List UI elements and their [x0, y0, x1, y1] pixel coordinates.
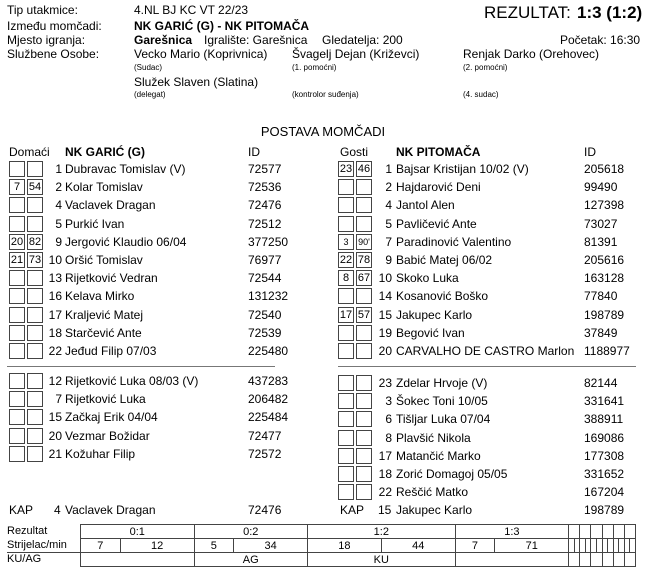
- event-minute-box: [338, 197, 354, 213]
- away-subs-divider: [338, 366, 636, 367]
- event-minute-box: [338, 325, 354, 341]
- player-name: Rijetković Luka: [65, 392, 146, 407]
- player-name: Hajdarović Deni: [396, 180, 481, 195]
- result-cell: 0:2: [194, 525, 308, 539]
- player-number: 17: [48, 307, 62, 322]
- event-minute-box: [9, 161, 25, 177]
- event-minute-box: [338, 484, 354, 500]
- player-id: 205616: [584, 253, 625, 267]
- grid-row-label-result: Rezultat: [7, 525, 48, 537]
- player-id: 331641: [584, 394, 625, 409]
- player-number: 20: [48, 428, 62, 443]
- lineup-title: POSTAVA MOMČADI: [260, 124, 386, 139]
- event-minute-box: [338, 393, 354, 409]
- player-name: Tišljar Luka 07/04: [396, 412, 491, 427]
- official-role: (2. pomoćni): [463, 63, 508, 72]
- event-minute-box: [9, 409, 25, 425]
- event-minute-box: [338, 466, 354, 482]
- player-number: 10: [378, 271, 392, 286]
- player-name: Paradinović Valentino: [396, 234, 512, 249]
- player-number: 12: [48, 374, 62, 388]
- grid-row-label-scorer: Strijelac/min: [7, 539, 67, 551]
- kuag-cell: [591, 553, 602, 567]
- grid-result-row: [81, 525, 636, 539]
- event-minute-box: 21: [10, 254, 24, 266]
- event-minute-box: [338, 288, 354, 304]
- player-id: 225484: [248, 410, 289, 425]
- official-name: Renjak Darko (Orehovec): [463, 47, 600, 61]
- event-minute-box: 7: [9, 179, 25, 195]
- event-minute-box: [9, 325, 25, 341]
- player-id: 72539: [248, 325, 282, 340]
- kuag-cell: AG: [194, 553, 308, 567]
- event-minute-box: [9, 428, 25, 444]
- event-minute-box: [338, 448, 354, 464]
- officials-label: Službene Osobe:: [7, 47, 100, 61]
- official-role: (4. sudac): [463, 90, 499, 99]
- event-minute-box: 67: [357, 272, 371, 285]
- event-minute-box: 20: [10, 235, 24, 248]
- scorer-cell: 5: [194, 539, 234, 553]
- player-id: 72536: [248, 180, 282, 195]
- event-minute-box: [338, 343, 354, 359]
- event-minute-box: 54: [28, 181, 42, 194]
- player-id: 72544: [248, 271, 282, 286]
- event-minute-box: 90': [356, 234, 372, 250]
- event-minute-box: [9, 446, 25, 462]
- player-number: 23: [378, 376, 392, 390]
- event-minute-box: 46: [357, 163, 371, 175]
- official-name: Služek Slaven (Slatina): [134, 75, 259, 89]
- player-id: 169086: [584, 430, 625, 445]
- result-cell: 1:3: [455, 525, 569, 539]
- player-name: Šokec Toni 10/05: [396, 394, 488, 409]
- player-name: Matančić Marko: [396, 448, 481, 463]
- player-number: 13: [48, 271, 62, 286]
- result-value: 1:3 (1:2): [577, 3, 643, 22]
- player-name: Začkaj Erik 04/04: [65, 410, 158, 425]
- kuag-cell: [602, 553, 613, 567]
- player-number: 9: [55, 234, 62, 249]
- player-number: 21: [48, 446, 62, 461]
- player-number: 3: [385, 394, 392, 409]
- player-id: 76977: [248, 253, 282, 267]
- player-name: Kosanović Boško: [396, 289, 489, 304]
- player-id: 437283: [248, 374, 289, 388]
- player-name: Jantol Alen: [396, 198, 455, 213]
- away-team-name: NK PITOMAČA: [396, 145, 481, 159]
- official-name: Vecko Mario (Koprivnica): [134, 47, 268, 61]
- teams-title: NK GARIĆ (G) - NK PITOMAČA: [134, 19, 310, 33]
- scorer-cell: 44: [381, 539, 455, 553]
- venue-value: Garešnica: [134, 33, 193, 47]
- official-role: (kontrolor suđenja): [292, 90, 359, 99]
- home-subs-divider: [7, 366, 275, 367]
- player-name: Plavšić Nikola: [396, 430, 471, 445]
- event-minute-box: 23: [339, 163, 353, 175]
- player-id: 177308: [584, 448, 625, 463]
- player-name: Bajsar Kristijan 10/02 (V): [396, 162, 529, 176]
- event-minute-box: [9, 307, 25, 323]
- result-cell: [591, 525, 602, 539]
- result-cell: [569, 525, 580, 539]
- scorer-cell: 34: [234, 539, 308, 553]
- away-captain-name: Jakupec Karlo: [396, 503, 473, 517]
- player-id: 73027: [584, 216, 618, 231]
- kuag-cell: [569, 553, 580, 567]
- player-id: 131232: [248, 289, 289, 304]
- player-name: Babić Matej 06/02: [396, 253, 493, 267]
- player-number: 4: [385, 198, 392, 213]
- player-number: 17: [378, 448, 392, 463]
- player-name: Begović Ivan: [396, 325, 465, 340]
- kickoff-time: Početak: 16:30: [560, 33, 641, 47]
- venue-label: Mjesto igranja:: [7, 33, 86, 47]
- player-id: 77840: [584, 289, 618, 304]
- event-minute-box: [9, 216, 25, 232]
- kuag-cell: KU: [308, 553, 456, 567]
- grid-row-label-kuag: KU/AG: [7, 553, 42, 565]
- player-id: 377250: [248, 234, 289, 249]
- away-id-header: ID: [584, 145, 596, 159]
- kuag-cell: [455, 553, 569, 567]
- player-name: Skoko Luka: [396, 271, 459, 286]
- player-id: 206482: [248, 392, 289, 407]
- player-name: Zdelar Hrvoje (V): [396, 376, 488, 390]
- event-minute-box: [9, 343, 25, 359]
- player-name: Oršić Tomislav: [65, 253, 143, 267]
- player-id: 72577: [248, 162, 282, 176]
- player-name: Jergović Klaudio 06/04: [65, 234, 187, 249]
- player-name: Kraljević Matej: [65, 307, 144, 322]
- event-minute-box: 78: [357, 254, 371, 266]
- home-captain-id: 72476: [248, 503, 282, 517]
- player-id: 99490: [584, 180, 618, 195]
- event-minute-box: [9, 391, 25, 407]
- player-id: 225480: [248, 344, 289, 358]
- match-type-value: 4.NL BJ KC VT 22/23: [134, 3, 249, 17]
- player-name: Vezmar Božidar: [65, 428, 150, 443]
- player-id: 81391: [584, 234, 618, 249]
- event-minute-box: [338, 179, 354, 195]
- player-number: 22: [48, 344, 62, 358]
- event-minute-box: [9, 197, 25, 213]
- player-number: 14: [378, 289, 392, 304]
- result-cell: 1:2: [308, 525, 456, 539]
- player-name: Kožuhar Filip: [65, 446, 136, 461]
- result-cell: [624, 525, 635, 539]
- player-number: 18: [48, 325, 62, 340]
- spectators-value: Gledatelja: 200: [322, 33, 403, 47]
- player-name: Kolar Tomislav: [65, 180, 143, 195]
- player-name: Pavličević Ante: [396, 216, 477, 231]
- event-minute-box: 82: [28, 235, 42, 248]
- event-minute-box: [338, 430, 354, 446]
- grid-kuag-row: [81, 553, 636, 567]
- event-minute-box: [9, 270, 25, 286]
- home-captain-label: KAP: [9, 503, 34, 517]
- player-name: Jeđud Filip 07/03: [65, 344, 157, 358]
- player-id: 72540: [248, 307, 282, 322]
- home-team-name: NK GARIĆ (G): [65, 145, 145, 159]
- result-cell: [613, 525, 624, 539]
- event-minute-box: 17: [339, 308, 353, 321]
- player-number: 6: [385, 412, 392, 427]
- match-type-label: Tip utakmice:: [7, 3, 78, 17]
- player-id: 37849: [584, 325, 618, 340]
- player-id: 72476: [248, 198, 282, 213]
- event-minute-box: 73: [28, 254, 42, 266]
- player-id: 72512: [248, 216, 282, 231]
- player-name: Rijetković Vedran: [65, 271, 158, 286]
- official-role: (1. pomoćni): [292, 63, 337, 72]
- event-minute-box: [338, 375, 354, 391]
- player-number: 10: [48, 253, 62, 267]
- player-number: 4: [55, 198, 62, 213]
- player-id: 1188977: [584, 344, 630, 358]
- player-name: Dubravac Tomislav (V): [65, 162, 186, 176]
- grid-label-divider: [7, 552, 81, 553]
- player-number: 2: [385, 180, 392, 195]
- home-captain-name: Vaclavek Dragan: [65, 503, 156, 517]
- result-cell: [602, 525, 613, 539]
- home-captain-number: 4: [54, 503, 61, 517]
- scorer-cell: 12: [120, 539, 194, 553]
- between-teams-label: Između momčadi:: [7, 19, 102, 33]
- player-id: 198789: [584, 307, 625, 322]
- player-name: Vaclavek Dragan: [65, 198, 156, 213]
- player-number: 16: [48, 289, 62, 304]
- player-name: Rijetković Luka 08/03 (V): [65, 374, 199, 388]
- kuag-cell: [624, 553, 635, 567]
- player-name: Starčević Ante: [65, 325, 142, 340]
- result-cell: [580, 525, 591, 539]
- event-minute-box: [9, 288, 25, 304]
- player-name: CARVALHO DE CASTRO Marlon: [396, 344, 575, 358]
- player-name: Kelava Mirko: [65, 289, 135, 304]
- player-id: 82144: [584, 376, 618, 390]
- score-grid: [80, 524, 636, 567]
- player-number: 2: [55, 180, 62, 195]
- player-id: 72572: [248, 446, 282, 461]
- scorer-cell: 7: [81, 539, 121, 553]
- kuag-cell: [81, 553, 195, 567]
- away-captain-label: KAP: [340, 503, 365, 517]
- result-label: REZULTAT:: [484, 3, 571, 22]
- event-minute-box: [338, 216, 354, 232]
- player-name: Zorić Domagoj 05/05: [396, 467, 508, 481]
- player-id: 388911: [584, 412, 624, 427]
- player-name: Jakupec Karlo: [396, 307, 473, 322]
- away-captain-id: 198789: [584, 503, 625, 517]
- player-number: 1: [55, 162, 62, 176]
- scorer-cell: [630, 539, 636, 553]
- player-id: 205618: [584, 162, 625, 176]
- player-number: 8: [385, 430, 392, 445]
- player-number: 15: [48, 410, 62, 425]
- official-role: (Sudac): [134, 63, 163, 72]
- home-id-header: ID: [248, 145, 260, 159]
- player-number: 20: [378, 344, 392, 358]
- player-number: 1: [385, 162, 392, 176]
- scorer-cell: 18: [308, 539, 382, 553]
- player-id: 163128: [584, 271, 625, 286]
- player-number: 5: [385, 216, 392, 231]
- event-minute-box: 3: [338, 234, 354, 250]
- player-name: Reščić Matko: [396, 485, 469, 500]
- official-name: Švagelj Dejan (Križevci): [292, 47, 420, 61]
- scorer-cell: 7: [455, 539, 495, 553]
- player-id: 127398: [584, 198, 625, 213]
- event-minute-box: [9, 373, 25, 389]
- player-number: 7: [55, 392, 62, 407]
- event-minute-box: 57: [357, 308, 371, 321]
- scorer-cell: 71: [495, 539, 569, 553]
- result-cell: 0:1: [81, 525, 195, 539]
- player-id: 72477: [248, 428, 282, 443]
- player-number: 18: [378, 467, 392, 481]
- home-side-label: Domaći: [9, 145, 50, 159]
- field-value: Igralište: Garešnica: [204, 33, 308, 47]
- kuag-cell: [613, 553, 624, 567]
- player-id: 167204: [584, 485, 625, 500]
- player-number: 9: [385, 253, 392, 267]
- event-minute-box: [338, 411, 354, 427]
- player-name: Purkić Ivan: [65, 216, 125, 231]
- official-role: (delegat): [134, 90, 166, 99]
- kuag-cell: [580, 553, 591, 567]
- player-number: 5: [55, 216, 62, 231]
- player-number: 22: [378, 485, 392, 500]
- event-minute-box: 22: [339, 254, 353, 266]
- event-minute-box: 8: [338, 270, 354, 286]
- away-captain-number: 15: [378, 503, 392, 517]
- away-side-label: Gosti: [340, 145, 369, 159]
- player-number: 7: [385, 234, 392, 249]
- player-number: 15: [378, 307, 392, 322]
- player-id: 331652: [584, 467, 625, 481]
- player-number: 19: [378, 325, 392, 340]
- grid-scorer-row: [81, 539, 636, 553]
